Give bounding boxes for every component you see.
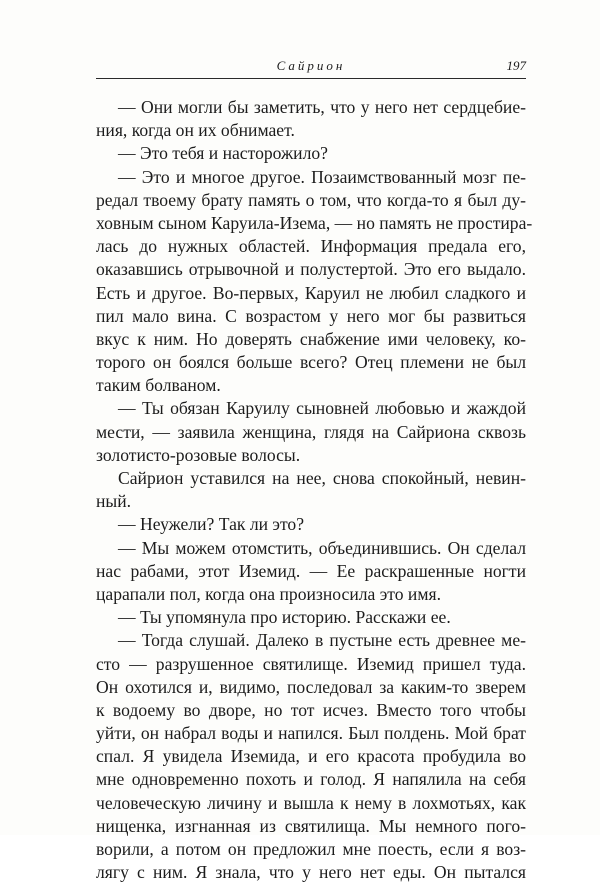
text-line: нас рабами, этот Иземид. — Ее раскрашенные ногти [96,560,526,581]
text-line: — Это и многое другое. Позаимствованный мозг пе- [118,166,526,187]
text-line: сто — разрушенное святилище. Иземид пришел туда. [96,653,526,674]
text-line: ный. [96,491,132,512]
text-line: вкус к ним. Но доверять снабжение ими человеку, ко- [96,328,526,349]
text-line: пил мало вина. С возрастом у него мог бы развиться [96,305,526,326]
text-line: — Неужели? Так ли это? [118,514,305,535]
running-title: Сайрион [276,58,346,73]
text-line: царапали пол, когда она произносила это имя. [96,583,441,604]
body-text [96,96,533,884]
text-line: лась до нужных областей. Информация предала его, [96,236,526,257]
text-line: ховным сыном Каруила-Изема, — но память не простира- [96,212,533,233]
text-line: к водоему во дворе, но тот исчез. Вместо того чтобы [96,699,526,720]
text-line: Он охотился и, видимо, последовал за каким-то зверем [96,676,526,697]
text-line: мести, — заявила женщина, глядя на Сайриона сквозь [96,421,526,442]
text-line: — Они могли бы заметить, что у него нет сердцебие- [118,97,526,117]
text-line: редал твоему брату память о том, что когда-то я был ду- [96,189,526,210]
text-line: Сайрион уставился на нее, снова спокойный, невин- [118,468,526,488]
text-line: — Ты упомянула про историю. Расскажи ее. [118,607,451,628]
text-line: — Мы можем отомстить, объединившись. Он сделал [118,537,526,558]
text-line: таким болваном. [96,375,221,396]
text-line: золотисто-розовые волосы. [96,444,301,465]
text-line: Есть и другое. Во-первых, Каруил не любил сладкого и [96,282,526,303]
text-line: уйти, он набрал воды и напился. Был полдень. Мой брат [96,723,526,744]
text-line: оказавшись отрывочной и полустертой. Это его выдало. [96,259,526,280]
text-line: нищенка, изгнанная из святилища. Мы немного пого- [96,815,526,836]
text-line: ворили, а потом он предложил мне поесть, если я воз- [96,839,526,859]
text-line: — Тогда слушай. Далеко в пустыне есть древнее ме- [118,630,526,651]
text-line: человеческую личину и вышла к нему в лохмотьях, как [96,792,526,813]
text-line: — Это тебя и насторожило? [118,143,328,164]
text-line: ния, когда он их обнимает. [96,120,295,141]
text-line: — Ты обязан Каруилу сыновней любовью и жаждой [118,398,526,419]
text-line: спал. Я увидела Иземида, и его красота пробудила во [96,746,526,767]
text-line: торого он боялся больше всего? Отец племени не был [96,352,526,373]
page-header [96,56,526,79]
text-line: лягу с ним. Я знала, что у него нет еды. Он пытался [96,862,526,883]
page-number: 197 [506,58,526,73]
text-line: мне одновременно похоть и голод. Я напялила на себя [96,769,526,790]
